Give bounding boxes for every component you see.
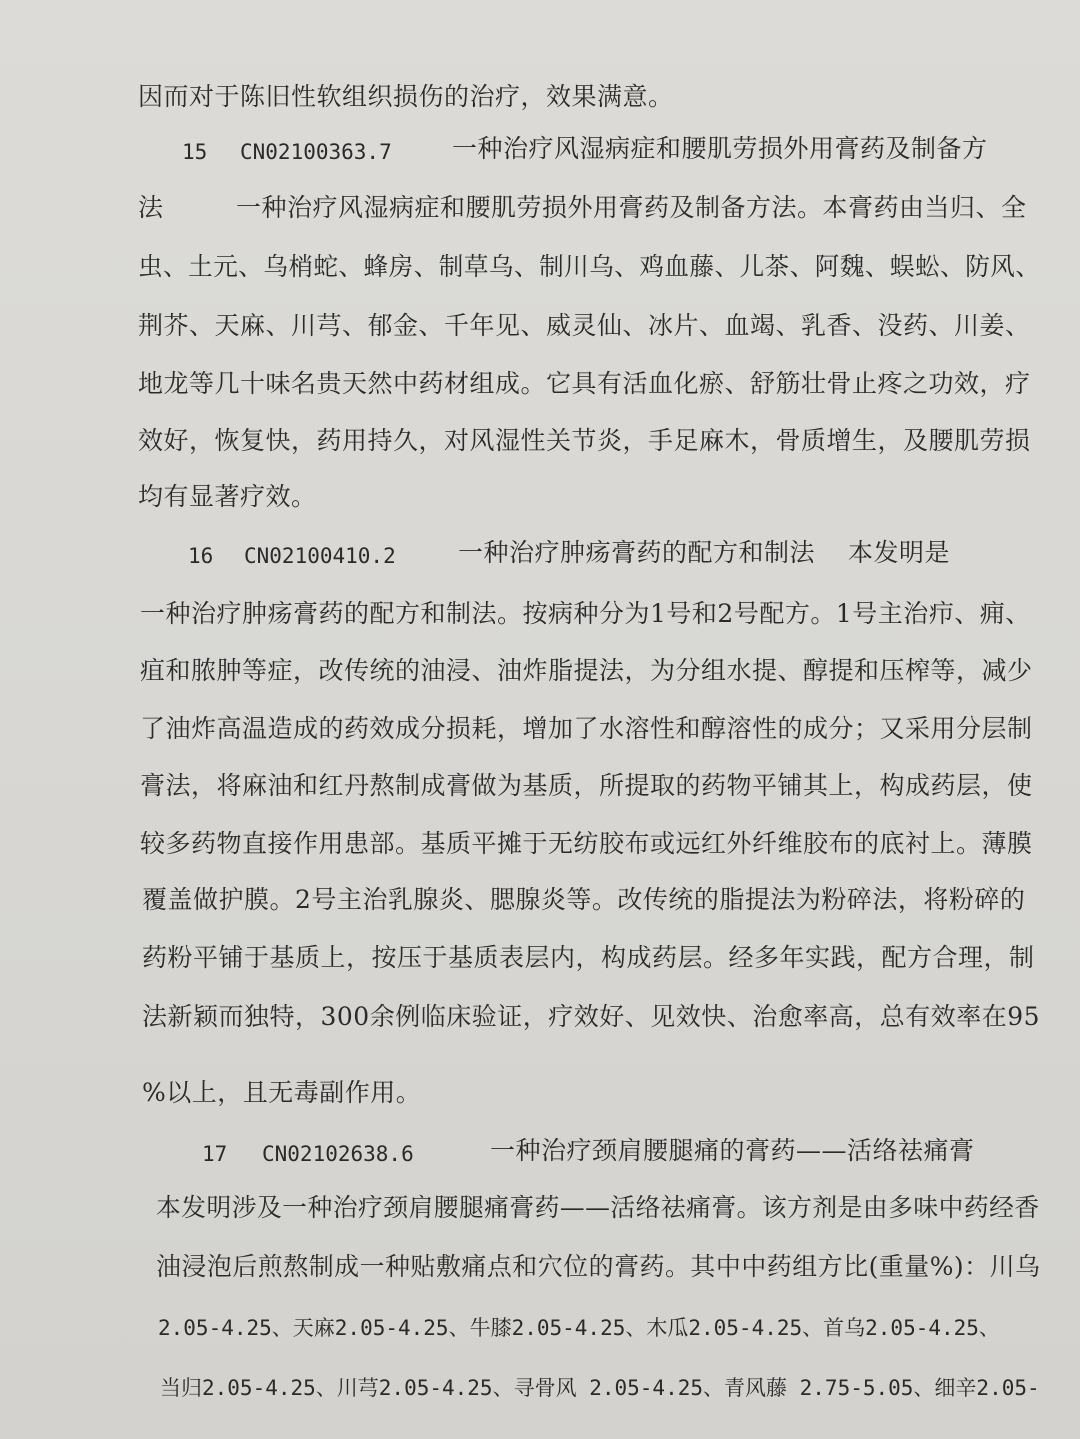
body-text: 一种治疗风湿病症和腰肌劳损外用膏药及制备方法。本膏药由当归、全 <box>236 193 1027 222</box>
body-text: 地龙等几十味名贵天然中药材组成。它具有活血化瘀、舒筋壮骨止疼之功效，疗 <box>138 369 1031 398</box>
body-text: 法 <box>138 193 164 222</box>
patent-number: CN02100410.2 <box>244 544 396 568</box>
body-text: 均有显著疗效。 <box>138 482 317 511</box>
entry-number: 15 <box>182 140 208 164</box>
entry-title: 一种治疗风湿病症和腰肌劳损外用膏药及制备方 <box>452 134 988 163</box>
body-text: 一种治疗肿疡膏药的配方和制法。按病种分为1号和2号配方。1号主治疖、痈、 <box>140 599 1031 628</box>
body-text: 2.05-4.25、天麻2.05-4.25、牛膝2.05-4.25、木瓜2.05-4.25、首乌2.05-4.25、 <box>158 1316 1000 1340</box>
patent-number: CN02102638.6 <box>262 1142 414 1166</box>
body-text: 当归2.05-4.25、川芎2.05-4.25、寻骨风 2.05-4.25、青风藤 2.75-5.05、细辛2.05- <box>160 1376 1040 1400</box>
body-text: 了油炸高温造成的药效成分损耗，增加了水溶性和醇溶性的成分；又采用分层制 <box>140 714 1033 743</box>
body-text: 荆芥、天麻、川芎、郁金、千年见、威灵仙、冰片、血竭、乳香、没药、川姜、 <box>138 311 1031 340</box>
body-text: 疽和脓肿等症，改传统的油浸、油炸脂提法，为分组水提、醇提和压榨等，减少 <box>140 656 1033 685</box>
body-text: 较多药物直接作用患部。基质平摊于无纺胶布或远红外纤维胶布的底衬上。薄膜 <box>140 829 1033 858</box>
body-text: 本发明是 <box>848 538 951 567</box>
entry-title: 一种治疗肿疡膏药的配方和制法 <box>458 538 816 567</box>
entry-number: 17 <box>202 1142 228 1166</box>
patent-number: CN02100363.7 <box>240 140 392 164</box>
body-text: 覆盖做护膜。2号主治乳腺炎、腮腺炎等。改传统的脂提法为粉碎法，将粉碎的 <box>142 885 1026 914</box>
body-text: 药粉平铺于基质上，按压于基质表层内，构成药层。经多年实践，配方合理，制 <box>142 943 1035 972</box>
entry-title: 一种治疗颈肩腰腿痛的膏药——活络祛痛膏 <box>490 1136 975 1165</box>
body-text: 本发明涉及一种治疗颈肩腰腿痛膏药——活络祛痛膏。该方剂是由多味中药经香 <box>156 1193 1040 1222</box>
body-text: 效好，恢复快，药用持久，对风湿性关节炎，手足麻木，骨质增生，及腰肌劳损 <box>138 426 1031 455</box>
body-text: 虫、土元、乌梢蛇、蜂房、制草乌、制川乌、鸡血藤、儿茶、阿魏、蜈蚣、防风、 <box>138 252 1041 281</box>
entry-number: 16 <box>188 544 214 568</box>
body-text: 油浸泡后煎熬制成一种贴敷痛点和穴位的膏药。其中中药组方比(重量%)：川乌 <box>156 1252 1041 1281</box>
body-text: 法新颖而独特，300余例临床验证，疗效好、见效快、治愈率高，总有效率在95 <box>142 1002 1041 1031</box>
body-text: 膏法，将麻油和红丹熬制成膏做为基质，所提取的药物平铺其上，构成药层，使 <box>140 771 1033 800</box>
body-text: %以上，且无毒副作用。 <box>142 1078 422 1107</box>
body-text: 因而对于陈旧性软组织损伤的治疗，效果满意。 <box>138 82 674 111</box>
